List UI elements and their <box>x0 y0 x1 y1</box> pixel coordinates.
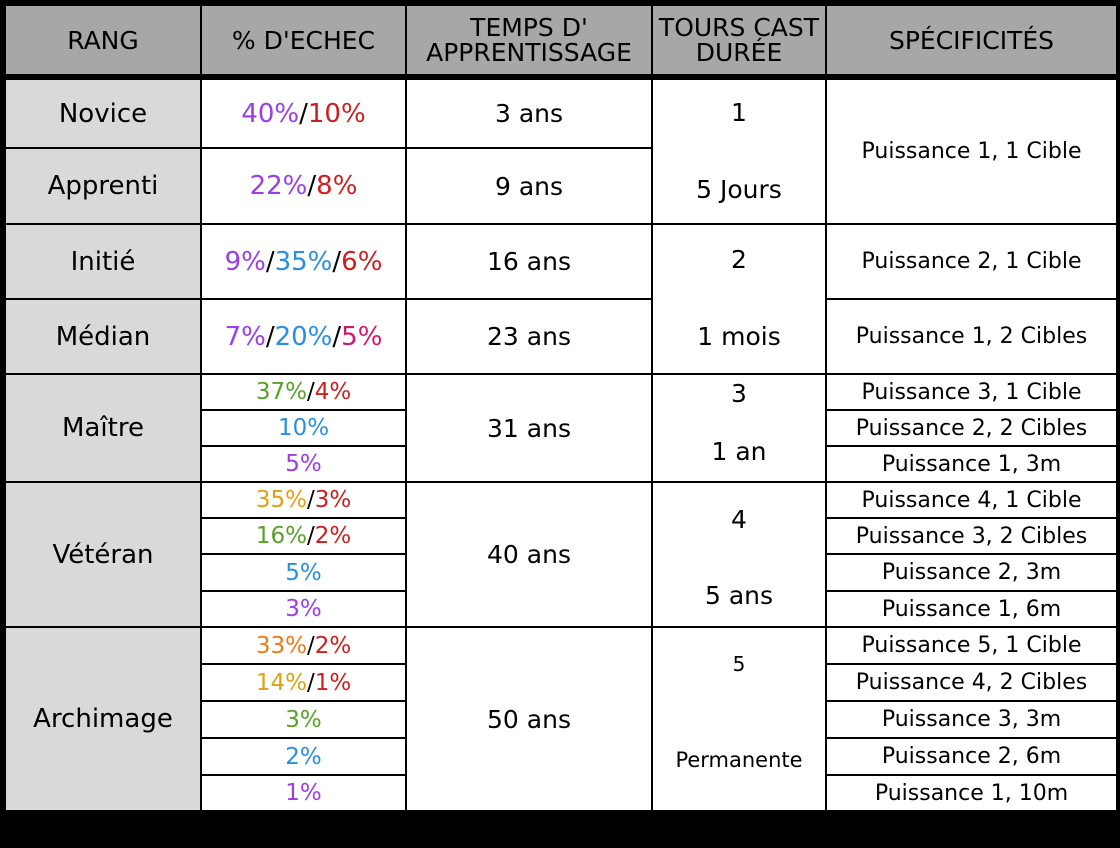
tours-cast-2: 2 <box>731 245 747 274</box>
header-rang: RANG <box>4 4 200 74</box>
rank-archimage: Archimage <box>4 626 200 810</box>
spec-initie: Puissance 2, 1 Cible <box>825 223 1116 298</box>
temps-apprenti: 9 ans <box>405 147 651 223</box>
table-row <box>4 223 1116 298</box>
tours-group-2 <box>651 223 825 373</box>
temps-novice: 3 ans <box>405 74 651 147</box>
echec-archimage-3: 3% <box>200 700 405 737</box>
table-row <box>4 373 1116 409</box>
rank-novice: Novice <box>4 74 200 147</box>
spec-archimage-4: Puissance 2, 6m <box>825 737 1116 774</box>
tours-group-4 <box>651 481 825 626</box>
tours-duree-1: 5 Jours <box>696 175 782 204</box>
tours-group-5 <box>651 626 825 810</box>
tours-cast-3: 3 <box>731 379 747 408</box>
echec-archimage-4: 2% <box>200 737 405 774</box>
header-row <box>4 4 1116 74</box>
spec-veteran-1: Puissance 4, 1 Cible <box>825 481 1116 517</box>
echec-veteran-4: 3% <box>200 590 405 626</box>
tours-duree-5: Permanente <box>675 748 803 772</box>
rank-maitre: Maître <box>4 373 200 481</box>
echec-archimage-2: 14%/1% <box>200 663 405 700</box>
tours-duree-4: 5 ans <box>704 581 774 610</box>
tours-cast-5: 5 <box>732 652 746 676</box>
tours-cast-1: 1 <box>731 98 747 127</box>
table-row <box>4 298 1116 373</box>
echec-veteran-1: 35%/3% <box>200 481 405 517</box>
tours-duree-3: 1 an <box>711 437 767 466</box>
spec-median: Puissance 1, 2 Cibles <box>825 298 1116 373</box>
tours-group-1 <box>651 74 825 223</box>
spec-maitre-1: Puissance 3, 1 Cible <box>825 373 1116 409</box>
temps-initie: 16 ans <box>405 223 651 298</box>
rank-initie: Initié <box>4 223 200 298</box>
spec-archimage-2: Puissance 4, 2 Cibles <box>825 663 1116 700</box>
header-specificites: SPÉCIFICITÉS <box>825 4 1116 74</box>
echec-novice: 40%/10% <box>200 74 405 147</box>
header-echec: % D'ECHEC <box>200 4 405 74</box>
spec-archimage-5: Puissance 1, 10m <box>825 774 1116 810</box>
spec-maitre-3: Puissance 1, 3m <box>825 445 1116 481</box>
rank-median: Médian <box>4 298 200 373</box>
temps-archimage: 50 ans <box>405 626 651 810</box>
rank-table <box>4 4 1116 810</box>
temps-veteran: 40 ans <box>405 481 651 626</box>
tours-group-3 <box>651 373 825 481</box>
spec-veteran-2: Puissance 3, 2 Cibles <box>825 517 1116 553</box>
rank-apprenti: Apprenti <box>4 147 200 223</box>
echec-archimage-5: 1% <box>200 774 405 810</box>
spec-archimage-1: Puissance 5, 1 Cible <box>825 626 1116 663</box>
table-row <box>4 74 1116 147</box>
spec-veteran-4: Puissance 1, 6m <box>825 590 1116 626</box>
rank-veteran: Vétéran <box>4 481 200 626</box>
echec-maitre-1: 37%/4% <box>200 373 405 409</box>
tours-cast-4: 4 <box>731 505 747 534</box>
header-temps: TEMPS D' APPRENTISSAGE <box>405 4 651 74</box>
table-row <box>4 481 1116 517</box>
echec-maitre-3: 5% <box>200 445 405 481</box>
echec-veteran-2: 16%/2% <box>200 517 405 553</box>
echec-median: 7%/20%/5% <box>200 298 405 373</box>
spec-novice-apprenti: Puissance 1, 1 Cible <box>825 74 1116 223</box>
header-tours: TOURS CAST DURÉE <box>651 4 825 74</box>
echec-initie: 9%/35%/6% <box>200 223 405 298</box>
echec-archimage-1: 33%/2% <box>200 626 405 663</box>
spec-veteran-3: Puissance 2, 3m <box>825 553 1116 590</box>
echec-veteran-3: 5% <box>200 553 405 590</box>
tours-duree-2: 1 mois <box>697 322 781 351</box>
temps-maitre: 31 ans <box>405 373 651 481</box>
echec-apprenti: 22%/8% <box>200 147 405 223</box>
spec-archimage-3: Puissance 3, 3m <box>825 700 1116 737</box>
table-row <box>4 626 1116 663</box>
echec-maitre-2: 10% <box>200 409 405 445</box>
temps-median: 23 ans <box>405 298 651 373</box>
spec-maitre-2: Puissance 2, 2 Cibles <box>825 409 1116 445</box>
